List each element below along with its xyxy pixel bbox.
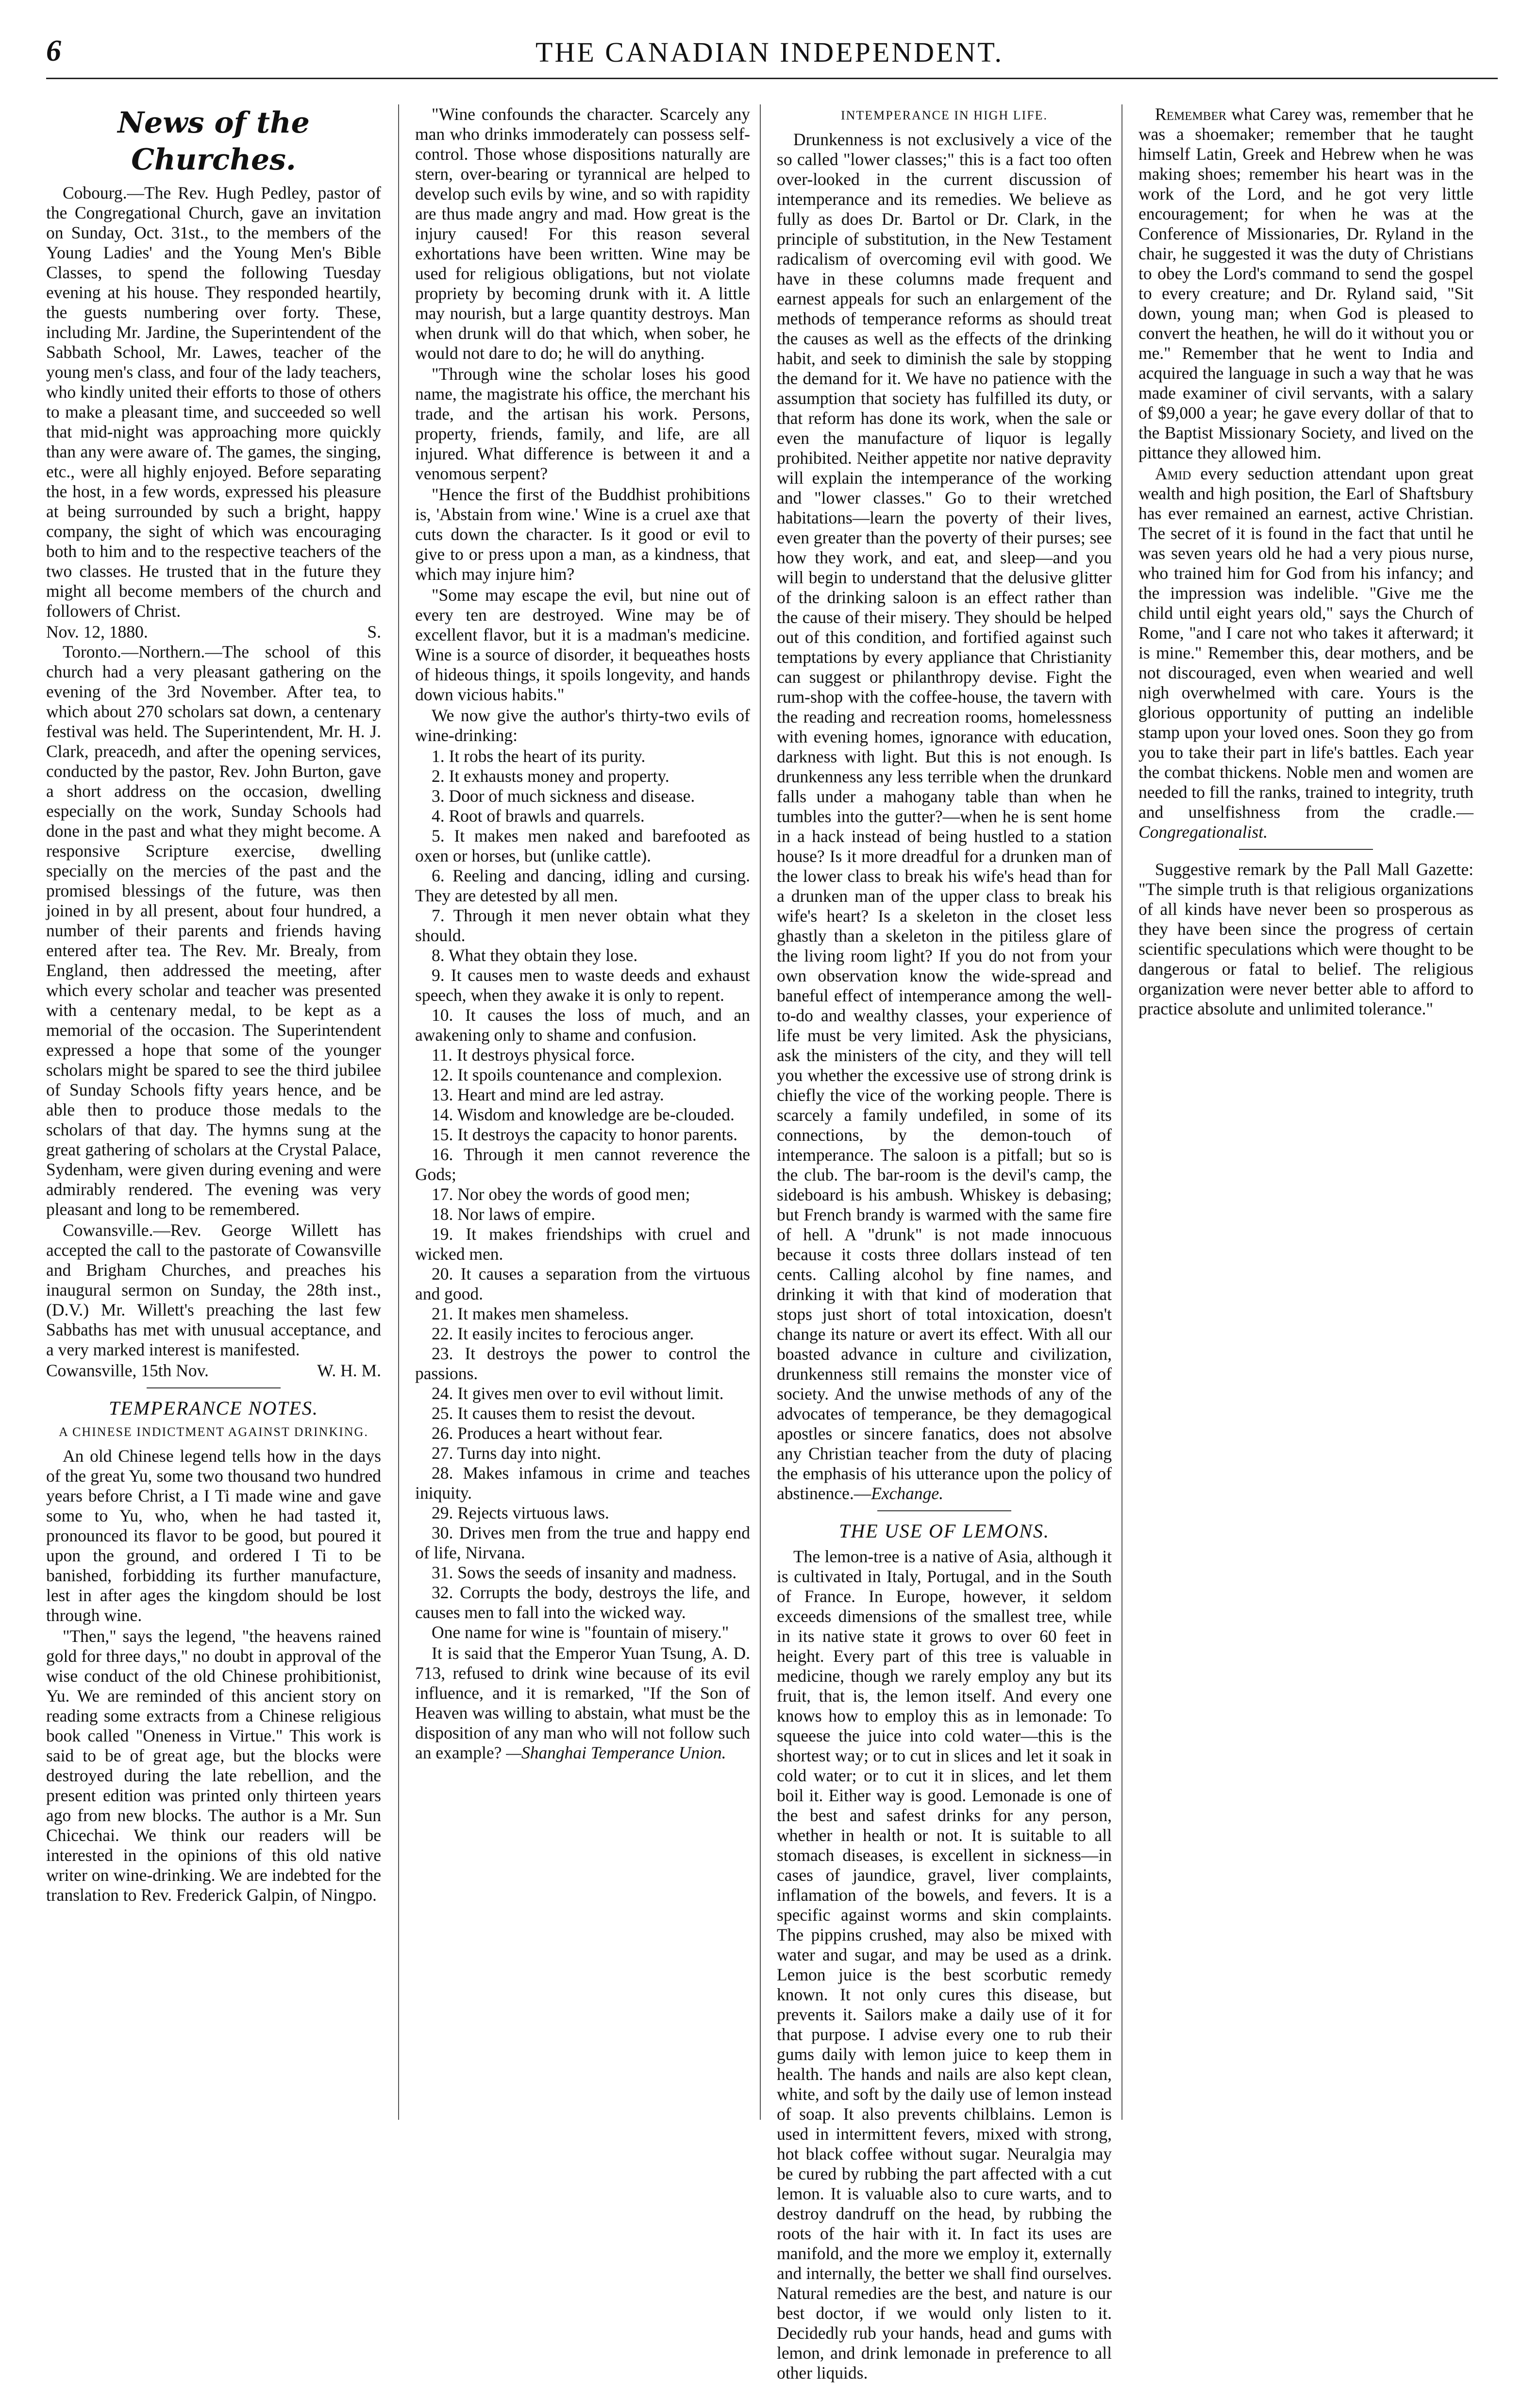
list-item: 26. Produces a heart without fear. bbox=[432, 1423, 663, 1443]
page-number: 6 bbox=[46, 34, 61, 68]
list-item: 3. Door of much sickness and disease. bbox=[432, 786, 695, 806]
list-item: 29. Rejects virtuous laws. bbox=[432, 1503, 609, 1522]
intemperance-text: Drunkenness is not exclusively a vice of the so called "lower classes;" this is a fact too often over-looked in the current discussion of intemperance and its remedies. We believe as fully as does Dr. Bartol or Dr. Clark, in the principle of substitution, in the New Testament radicalism of overcoming evil with good. We have in these columns made frequent and earnest appeals for such an enlargement of the methods of temperance reforms as should treat the causes as well as the effects of the drinking habit, and seek to diminish the sale by stopping the demand for it. We have no patience with the assumption that society has fulfilled its duty, or that reform has done its work, when the sale or even the manufacture of liquor is legally prohibited. Neither appetite nor native depravity will explain the intemperance of the working and "lower classes." Go to their wretched habitations—learn the poverty of their lives, even greater than the poverty of their purses; see how they work, and eat, and sleep—and you will begin to understand that the delusive glitter of the drinking saloon is an effect rather than the cause of their misery. They should be helped out of this condition, and fortified against such temptations by every appliance that Christianity can suggest or philanthropy devise. Fight the rum-shop with the coffee-house, the tavern with the reading and recreation rooms, homelessness with evening homes, ignorance with education, darkness with light. But this is not enough. Is drunkenness any less terrible when the drunkard falls under a mahogany table than when he tumbles into the gutter?—when he is sent home in a hack instead of being hustled to a station house? Is it more dreadful for a drunken man of the lower class to break his wife's head than for a drunken man of the upper class to break his wife's heart? Is a skeleton in the closet less ghastly than a skeleton in the pitiless glare of the living room light? If you do not from your own observation know the wide-spread and baneful effect of intemperance among the well-to-do and wealthy classes, your experience of life must be very limited. Ask the physicians, ask the ministers of the city, and they will tell you whether the excessive use of strong drink is chiefly the vice of the working people. There is scarcely a family undefiled, in some of its connections, by the demon-touch of intemperance. The saloon is a pitfall; but so is the club. The bar-room is the devil's camp, the sideboard is his ambush. Whiskey is debasing; but French brandy is warmed with the same fire of hell. A "drunk" is not made innocuous because it costs three dollars instead of ten cents. Calling alcohol by fine names, and drinking it with that kind of moderation that stops just short of total intoxication, doesn't change its nature or avert its effect. With all our boasted advance in culture and civilization, drunkenness still remains the monster vice of society. And the unwise methods of any of the advocates of temperance, be they demagogical apostles or sincere fanatics, does not absolve any Christian teacher from the duty of placing the emphasis of his utterance upon the policy of abstinence. bbox=[777, 130, 1112, 1503]
shaftesbury-paragraph: Amid every seduction attendant upon great wealth and high position, the Earl of Shaftsbury has ever remained an earnest, active Christian. The secret of it is found in the fact that until he was seven years old he had a very pious nurse, who trained him for God from his infancy; and the impression was indelible. "Give me the child until eight years old," says the Church of Rome, "and I care not who takes it afterward; it is mine." Remember this, dear mothers, and be not discouraged, even when wearied and well nigh overwhelmed with care. Yours is the glorious opportunity of putting an indelible stamp upon your loved ones. Soon they go from you to take their part in life's battles. Each year the combat thickens. Noble men and women are needed to fill the ranks, trained to integrity, truth and unselfishness from the cradle.—Congregationalist. bbox=[1138, 464, 1473, 842]
evils-list bbox=[415, 746, 750, 1622]
list-item: 7. Through it men never obtain what they should. bbox=[415, 906, 750, 945]
column-3 bbox=[777, 104, 1112, 2383]
list-item: 18. Nor laws of empire. bbox=[432, 1204, 596, 1224]
lemons-paragraph: The lemon-tree is a native of Asia, although it is cultivated in Italy, Portugal, and in the South of France. In Europe, however, it seldom exceeds dimensions of the smallest tree, while in its native state it grows to over 60 feet in height. Every part of this tree is valuable in medicine, though we rarely employ any but its fruit, that is, the lemon itself. And every one knows how to employ this as in lemonade: To squeese the juice into cold water—this is the shortest way; or to cut in slices and let it soak in cold water; or to cut it in slices, and let them boil it. Either way is good. Lemonade is one of the best and safest drinks for any person, whether in health or not. It is suitable to all stomach diseases, is excellent in sickness—in cases of jaundice, gravel, liver complaints, inflamation of the bowels, and fevers. It is a specific against worms and skin complaints. The pippins crushed, may also be mixed with water and sugar, and may be used as a drink. Lemon juice is the best scorbutic remedy known. It not only cures this disease, but prevents it. Sailors make a daily use of it for that purpose. I advise every one to rub their gums daily with lemon juice to keep them in health. The hands and nails are also kept clean, white, and soft by the daily use of lemon instead of soap. It also prevents chilblains. Lemon is used in intermittent fevers, mixed with strong, hot black coffee without sugar. Neuralgia may be cured by rubbing the part affected with a cut lemon. It is valuable also to cure warts, and to destroy dandruff on the head, by rubbing the roots of the hair with it. In fact its uses are manifold, and the more we employ it, externally and internally, the better we shall find ourselves. Natural remedies are the best, and nature is our best doctor, if we would only listen to it. Decidedly rub your hands, head and gums with lemon, and drink lemonade in preference to all other liquids. bbox=[777, 1547, 1112, 2383]
article-subheading-intemperance: INTEMPERANCE IN HIGH LIFE. bbox=[840, 108, 1048, 122]
temperance-source: Shanghai Temperance Union. bbox=[521, 1743, 726, 1762]
news-toronto: Toronto.—Northern.—The school of this church had a very pleasant gathering on the evening of the 3rd November. After tea, to which about 270 scholars sat down, a centenary festival was held. The Superintendent, Mr. H. J. Clark, preacedh, and after the opening services, conducted by the pastor, Rev. John Burton, gave a short address on the occasion, dwelling especially on the work, Sunday Schools had done in the past and what they might become. A responsive Scripture exercise, dwelling specially on the mercies of the past and the promised blessings of the future, was then joined in by all present, about four hundred, a number of their parents and friends having entered after tea. The Rev. Mr. Brealy, from England, then addressed the meeting, after which every scholar and teacher was presented with a centenary medal, to be kept as a memorial of the occasion. The Superintendent expressed a hope that some of the younger scholars might be spared to see the third jubilee of Sunday Schools fifty years hence, and be able then to produce those medals to the scholars of that day. The hymns sung at the great gathering of scholars at the Crystal Palace, Sydenham, were given during evening and were admirably rendered. The evening was very pleasant and long to be remembered. bbox=[46, 642, 381, 1219]
list-item: 5. It makes men naked and barefooted as oxen or horses, but (unlike cattle). bbox=[415, 826, 750, 865]
intemperance-source: Exchange. bbox=[871, 1484, 944, 1503]
news-cowansville-signoff bbox=[46, 1361, 381, 1381]
column-rule bbox=[398, 104, 399, 2120]
news-cowansville: Cowansville.—Rev. George Willett has accepted the call to the pastorate of Cowansville and Brigham Churches, and preaches his inaugural sermon on Sunday, the 28th inst., (D.V.) Mr. Willett's preaching the last few Sabbaths has met with unusual acceptance, and a very marked interest is manifested. bbox=[46, 1220, 381, 1359]
temperance-paragraph-4: "Through wine the scholar loses his good name, the magistrate his office, the merchant his trade, and the artisan his work. Persons, property, friends, family, and life, are all injured. What difference is between it and a venomous serpent? bbox=[415, 364, 750, 483]
temperance-paragraph-6: "Some may escape the evil, but nine out of every ten are destroyed. Wine may be of excellent flavor, but it is a madman's medicine. Wine is a source of disorder, it bequeathes hosts of hideous things, it spoils longevity, and hands down vicious habits." bbox=[415, 585, 750, 704]
section-heading-news: News of the Churches. bbox=[117, 106, 310, 177]
carey-text: what Carey was, remember that he was a shoemaker; remember that he taught himself Latin, Greek and Hebrew when he was making shoes; remember his heart was in the work of the Lord, and he got very little encouragement; for when he was at the Conference of Missionaries, Dr. Ryland in the chair, he suggested it was the duty of Christians to obey the Lord's command to send the gospel to every creature; and Dr. Ryland said, "Sit down, young man; when God is pleased to convert the heathen, he will do it without you or me." Remember that he went to India and acquired the language in such a way that he was made examiner of civil servants, with a salary of $9,000 a year; he gave every dollar of that to the Baptist Missionary Society, and lived on the pittance they allowed him. bbox=[1138, 104, 1473, 462]
section-divider bbox=[147, 1387, 281, 1388]
list-item: 11. It destroys physical force. bbox=[432, 1045, 635, 1065]
news-cowansville-sign: W. H. M. bbox=[317, 1361, 381, 1380]
pall-mall-paragraph: Suggestive remark by the Pall Mall Gazette: "The simple truth is that religious organizations of all kinds have never been so prosperous as they have been since the progress of certain scientific speculations which were thought to be dangerous or fatal to belief. The religious organization were never better able to afford to practice absolute and unlimited tolerance." bbox=[1138, 860, 1473, 1018]
news-cowansville-date: Cowansville, 15th Nov. bbox=[46, 1361, 209, 1380]
news-cobourg-date: Nov. 12, 1880. bbox=[46, 622, 148, 642]
list-item: 28. Makes infamous in crime and teaches iniquity. bbox=[415, 1463, 750, 1503]
column-1 bbox=[46, 104, 381, 2120]
section-divider bbox=[877, 1510, 1011, 1511]
temperance-paragraph-2: "Then," says the legend, "the heavens rained gold for three days," no doubt in approval of the wise conduct of the old Chinese prohibitionist, Yu. We are reminded of this ancient story on reading some extracts from a Chinese religious book called "Oneness in Virtue." This work is said to be of great age, but the blocks were destroyed during the late rebellion, and the present edition was printed only thirteen years ago from new blocks. The author is a Mr. Sun Chicechai. We think our readers will be interested in the opinions of this old native writer on wine-drinking. We are indebted for the translation to Rev. Frederick Galpin, of Ningpo. bbox=[46, 1626, 381, 1905]
list-item: 27. Turns day into night. bbox=[432, 1443, 602, 1463]
section-divider bbox=[1239, 849, 1373, 850]
article-heading-lemons: THE USE OF LEMONS. bbox=[839, 1520, 1050, 1542]
list-item: 31. Sows the seeds of insanity and madness. bbox=[432, 1563, 737, 1582]
section-heading-temperance: TEMPERANCE NOTES. bbox=[109, 1397, 318, 1419]
publication-title: THE CANADIAN INDEPENDENT. bbox=[536, 36, 1004, 68]
list-item: 30. Drives men from the true and happy end of life, Nirvana. bbox=[415, 1523, 750, 1562]
list-item: 21. It makes men shameless. bbox=[432, 1304, 629, 1323]
carey-paragraph bbox=[1138, 104, 1473, 463]
list-item: 20. It causes a separation from the virtuous and good. bbox=[415, 1264, 750, 1303]
intemperance-paragraph: Drunkenness is not exclusively a vice of the so called "lower classes;" this is a fact too often over-looked in the current discussion of intemperance and its remedies. We believe as fully as does Dr. Bartol or Dr. Clark, in the principle of substitution, in the New Testament radicalism of overcoming evil with good. We have in these columns made frequent and earnest appeals for such an enlargement of the methods of temperance reforms as should treat the causes as well as the effects of the drinking habit, and seek to diminish the sale by stopping the demand for it. We have no patience with the assumption that society has fulfilled its duty, or that reform has done its work, when the sale or even the manufacture of liquor is legally prohibited. Neither appetite nor native depravity will explain the intemperance of the working and "lower classes." Go to their wretched habitations—learn the poverty of their lives, even greater than the poverty of their purses; see how they work, and eat, and sleep—and you will begin to understand that the delusive glitter of the drinking saloon is an effect rather than the cause of their misery. They should be helped out of this condition, and fortified against such temptations by every appliance that Christianity can suggest or philanthropy devise. Fight the rum-shop with the coffee-house, the tavern with the reading and recreation rooms, homelessness with evening homes, ignorance with education, darkness with light. But this is not enough. Is drunkenness any less terrible when the drunkard falls under a mahogany table than when he tumbles into the gutter?—when he is sent home in a hack instead of being hustled to a station house? Is it more dreadful for a drunken man of the lower class to break his wife's head than for a drunken man of the upper class to break his wife's heart? Is a skeleton in the closet less ghastly than a skeleton in the pitiless glare of the living room light? If you do not from your own observation know the wide-spread and baneful effect of intemperance among the well-to-do and wealthy classes, your experience of life must be very limited. Ask the physicians, ask the ministers of the city, and they will tell you whether the excessive use of strong drink is chiefly the vice of the working people. There is scarcely a family undefiled, in some of its connections, by the demon-touch of intemperance. The saloon is a pitfall; but so is the club. The bar-room is the devil's camp, the sideboard is his ambush. Whiskey is debasing; but French brandy is warmed with the same fire of hell. A "drunk" is not made innocuous because it costs three dollars instead of ten cents. Calling alcohol by fine names, and drinking it with that kind of moderation that stops just short of total intoxication, doesn't change its nature or avert its effect. With all our boasted advance in culture and civilization, drunkenness still remains the monster vice of society. And the unwise methods of any of the advocates of temperance, be they demagogical apostles or sincere fanatics, does not absolve any Christian teacher from the duty of placing the emphasis of his utterance upon the policy of abstinence.—Exchange. bbox=[777, 130, 1112, 1503]
list-item: 10. It causes the loss of much, and an awakening only to shame and confusion. bbox=[415, 1005, 750, 1045]
list-item: 12. It spoils countenance and complexion. bbox=[432, 1065, 722, 1084]
list-item: 9. It causes men to waste deeds and exhaust speech, when they awake it is only to repent. bbox=[415, 965, 750, 1005]
temperance-paragraph-5: "Hence the first of the Buddhist prohibitions is, 'Abstain from wine.' Wine is a cruel axe that cuts down the character. Is it good or evil to give to or press upon a man, as a kindness, that which may injure him? bbox=[415, 485, 750, 584]
column-2 bbox=[415, 104, 750, 2120]
column-rule bbox=[760, 104, 761, 2120]
shaftesbury-text: every seduction attendant upon great wealth and high position, the Earl of Shaftsbury has ever remained an earnest, active Christian. The secret of it is found in the fact that until he was seven years old he had a very pious nurse, who trained him for God from his infancy; and the impression was indelible. "Give me the child until eight years old," says the Church of Rome, "and I care not who takes it afterward; it is mine." Remember this, dear mothers, and be not discouraged, even when wearied and well nigh overwhelmed with care. Yours is the glorious opportunity of putting an indelible stamp upon your loved ones. Soon they go from you to take their part in life's battles. Each year the combat thickens. Noble men and women are needed to fill the ranks, trained to integrity, truth and unselfishness from the cradle. bbox=[1138, 464, 1473, 822]
list-item: 1. It robs the heart of its purity. bbox=[432, 746, 646, 766]
list-item: 16. Through it men cannot reverence the Gods; bbox=[415, 1145, 750, 1184]
news-cobourg-signoff bbox=[46, 622, 381, 642]
masthead-rule bbox=[46, 78, 1498, 79]
temperance-paragraph-8: One name for wine is "fountain of misery." bbox=[432, 1622, 729, 1642]
list-item: 17. Nor obey the words of good men; bbox=[432, 1184, 690, 1204]
column-4 bbox=[1138, 104, 1473, 2120]
list-item: 32. Corrupts the body, destroys the life, and causes men to fall into the wicked way. bbox=[415, 1583, 750, 1622]
list-item: 23. It destroys the power to control the passions. bbox=[415, 1344, 750, 1383]
temperance-paragraph-7: We now give the author's thirty-two evils of wine-drinking: bbox=[415, 706, 750, 745]
temperance-paragraph-3: "Wine confounds the character. Scarcely any man who drinks immoderately can possess self-control. Those whose dispositions naturally are stern, over-bearing or tyrannical are helped to develop such evils by wine, and so with rapidity are thus made angry and mad. How great is the injury caused! For this reason several exhortations have been written. Wine may be used for religious obligations, but not violate propriety by becoming drunk with it. A little may nourish, but a large quantity destroys. Man when drunk will do that which, when sober, he would not dare to do; he will do anything. bbox=[415, 104, 750, 363]
list-item: 24. It gives men over to evil without limit. bbox=[432, 1384, 724, 1403]
list-item: 22. It easily incites to ferocious anger. bbox=[432, 1324, 694, 1343]
shaftesbury-lead: Amid bbox=[1155, 464, 1191, 483]
temperance-paragraph-9-text: It is said that the Emperor Yuan Tsung, A. D. 713, refused to drink wine because of its evil influence, and it is remarked, "If the Son of Heaven was willing to abstain, what must be the disposition of any man who will not follow such an example? bbox=[415, 1643, 750, 1762]
temperance-paragraph-1: An old Chinese legend tells how in the days of the great Yu, some two thousand two hundred years before Christ, a I Ti made wine and gave some to Yu, who, when he had tasted it, pronounced its flavor to be good, but poured it upon the ground, and ordered I Ti to be banished, forbidding its further manufacture, lest in after ages the kingdom should be lost through wine. bbox=[46, 1446, 381, 1625]
list-item: 2. It exhausts money and property. bbox=[432, 766, 670, 786]
list-item: 8. What they obtain they lose. bbox=[432, 946, 638, 965]
list-item: 15. It destroys the capacity to honor parents. bbox=[432, 1125, 737, 1144]
list-item: 14. Wisdom and knowledge are be-clouded. bbox=[432, 1105, 735, 1124]
masthead bbox=[46, 34, 1493, 73]
shaftesbury-source: Congregationalist. bbox=[1138, 822, 1268, 842]
list-item: 13. Heart and mind are led astray. bbox=[432, 1085, 664, 1104]
news-cobourg: Cobourg.—The Rev. Hugh Pedley, pastor of the Congregational Church, gave an invitation on Sunday, Oct. 31st., to the members of the Young Ladies' and the Young Men's Bible Classes, to spend the following Tuesday evening at his house. They responded heartily, the guests numbering over forty. These, including Mr. Jardine, the Superintendent of the Sabbath School, Mr. Lawes, teacher of the young men's class, and four of the lady teachers, who kindly united their efforts to those of others to make a pleasant time, and succeeded so well that mid-night was approaching more quickly than any were aware of. The games, the singing, etc., were all highly enjoyed. Before separating the host, in a few words, expressed his pleasure at being surrounded by such a bright, happy company, the sight of which was encouraging both to him and to the respective teachers of the two classes. He trusted that in the future they might all become members of the church and followers of Christ. bbox=[46, 183, 381, 621]
temperance-paragraph-9: It is said that the Emperor Yuan Tsung, A. D. 713, refused to drink wine because of its evil influence, and it is remarked, "If the Son of Heaven was willing to abstain, what must be the disposition of any man who will not follow such an example? —Shanghai Temperance Union. bbox=[415, 1643, 750, 1762]
list-item: 4. Root of brawls and quarrels. bbox=[432, 806, 645, 826]
article-subheading-chinese: A CHINESE INDICTMENT AGAINST DRINKING. bbox=[59, 1425, 368, 1439]
list-item: 25. It causes them to resist the devout. bbox=[432, 1403, 696, 1423]
list-item: 6. Reeling and dancing, idling and cursing. They are detested by all men. bbox=[415, 866, 750, 905]
carey-lead: Remember bbox=[1155, 104, 1227, 124]
news-cobourg-sign: S. bbox=[367, 622, 381, 642]
list-item: 19. It makes friendships with cruel and wicked men. bbox=[415, 1224, 750, 1264]
